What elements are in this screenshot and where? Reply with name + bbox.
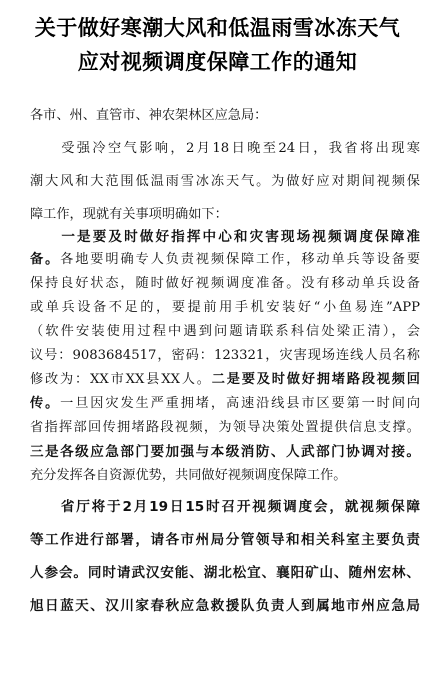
paragraph-2-line-5: （软件安装使用过程中遇到问题请联系科信处梁正清），会 xyxy=(30,324,420,339)
paragraph-2-line-6: 议号：9083684517，密码：123321，灾害现场连线人员名称 xyxy=(30,348,420,363)
document-title-line-2: 应对视频调度保障工作的通知 xyxy=(77,50,358,74)
paragraph-2-line-2 xyxy=(30,250,420,270)
heading-3: 三是各级应急部门要加强与本级消防、人武部门协调对接。 xyxy=(30,444,420,460)
paragraph-2-heading-1: 一是要及时做好指挥中心和灾害现场视频调度保障准 xyxy=(30,229,420,245)
paragraph-1-line-3: 障工作，现就有关事项明确如下： xyxy=(30,207,228,222)
document-title-line-1: 关于做好寒潮大风和低温雨雪冰冻天气 xyxy=(34,16,401,40)
heading-1-tail: 备。 xyxy=(30,252,61,267)
paragraph-3-line-4: 旭日蓝天、汉川家春秋应急救援队负责人到属地市州应急局 xyxy=(30,598,420,614)
paragraph-1-line-2: 潮大风和大范围低温雨雪冰冻天气。为做好应对期间视频保 xyxy=(30,174,420,189)
paragraph-2-line-3: 保持良好状态，随时做好视频调度准备。没有移动单兵设备 xyxy=(30,276,420,291)
paragraph-2-line-7 xyxy=(30,370,420,390)
paragraph-3-line-2: 等工作进行部署，请各市州局分管领导和相关科室主要负责 xyxy=(30,532,420,548)
paragraph-3-line-1: 省厅将于2月19日15时召开视频调度会，就视频保障 xyxy=(30,499,420,515)
paragraph-2-line-4: 或单兵设备不足的，要提前用手机安装好“小鱼易连”APP xyxy=(30,300,420,315)
paragraph-1-line-1: 受强冷空气影响，2月18日晚至24日，我省将出现寒 xyxy=(30,141,420,156)
paragraph-2-line-2-text: 各地要明确专人负责视频保障工作，移动单兵等设备要 xyxy=(60,252,420,267)
heading-2-tail: 传。 xyxy=(30,396,61,411)
paragraph-2-line-8-text: 一旦因灾发生严重拥堵，高速沿线县市区要第一时间向 xyxy=(60,396,420,411)
paragraph-2-line-8 xyxy=(30,394,420,414)
paragraph-3-line-3: 人参会。同时请武汉安能、湖北松宜、襄阳矿山、随州宏林、 xyxy=(30,565,420,581)
paragraph-2-line-7-text: 修改为：XX市XX县XX人。 xyxy=(30,372,212,387)
heading-2: 二是要及时做好拥堵路段视频回 xyxy=(211,372,420,387)
paragraph-2-line-9: 省指挥部回传拥堵路段视频，为领导决策处置提供信息支撑。 xyxy=(30,420,420,435)
paragraph-2-line-11: 充分发挥各自资源优势，共同做好视频调度保障工作。 xyxy=(30,468,347,483)
salutation: 各市、州、直管市、神农架林区应急局： xyxy=(30,108,268,123)
